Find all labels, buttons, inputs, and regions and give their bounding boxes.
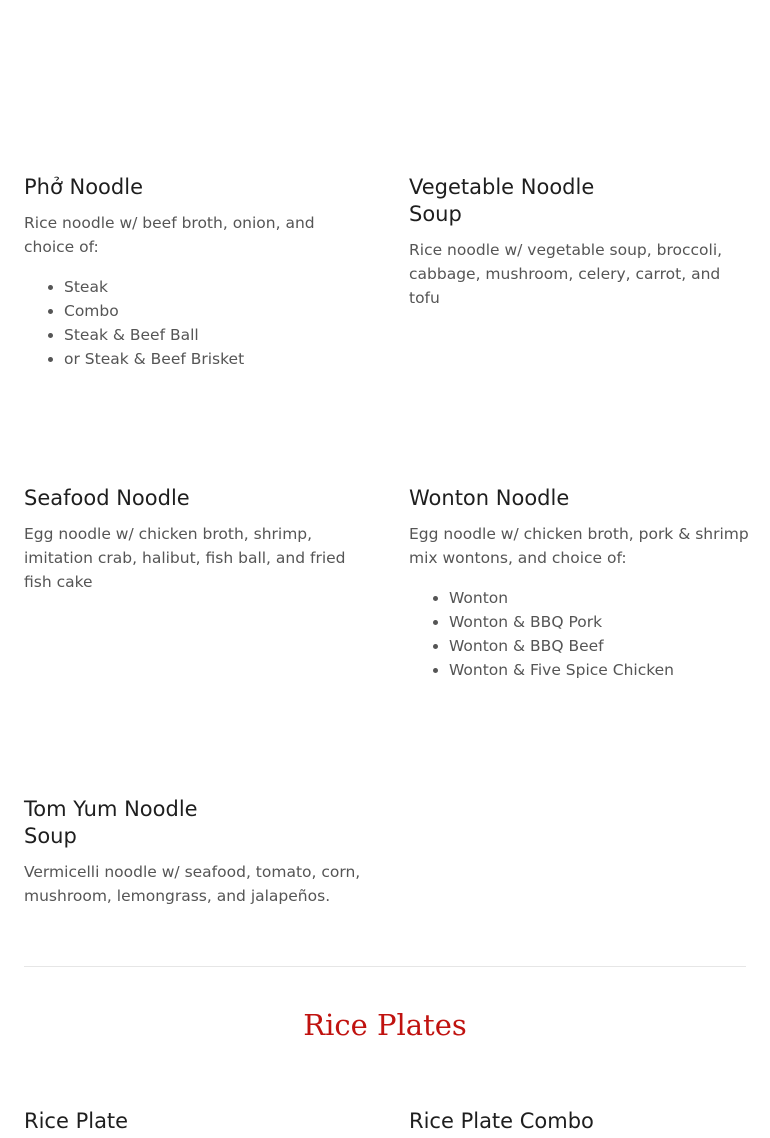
menu-item-rice-plate-combo <box>409 1108 749 1135</box>
item-description: Rice noodle w/ beef broth, onion, and choice of: <box>24 214 315 256</box>
menu-item-wonton-noodle <box>409 485 749 682</box>
item-description: Vermicelli noodle w/ seafood, tomato, corn, mushroom, lemongrass, and jalapeños. <box>24 863 361 905</box>
list-item: • Steak <box>64 275 364 299</box>
item-title: Seafood Noodle <box>24 486 190 510</box>
item-description: Egg noodle w/ chicken broth, shrimp, imitation crab, halibut, fish ball, and fried fish cake <box>24 525 346 591</box>
menu-item-vegetable-noodle-soup <box>409 174 749 310</box>
menu-item-pho-noodle <box>24 174 364 371</box>
item-title: Tom Yum Noodle Soup <box>24 797 198 848</box>
item-options-list <box>409 586 749 682</box>
item-title: Rice Plate Combo <box>409 1109 594 1133</box>
item-title: Wonton Noodle <box>409 486 570 510</box>
item-title: Vegetable Noodle Soup <box>409 175 595 226</box>
item-title: Rice Plate <box>24 1109 129 1133</box>
list-item: • Steak & Beef Ball <box>64 323 364 347</box>
item-options-list <box>24 275 364 371</box>
list-item: • Combo <box>64 299 364 323</box>
list-item: • Wonton & Five Spice Chicken <box>449 658 749 682</box>
menu-item-rice-plate <box>24 1108 364 1135</box>
list-item: • Wonton & BBQ Beef <box>449 634 749 658</box>
list-item: • or Steak & Beef Brisket <box>64 347 364 371</box>
menu-item-tom-yum-noodle-soup <box>24 796 364 908</box>
item-description: Rice noodle w/ vegetable soup, broccoli, cabbage, mushroom, celery, carrot, and tofu <box>409 241 723 307</box>
item-description: Egg noodle w/ chicken broth, pork & shrimp mix wontons, and choice of: <box>409 525 749 567</box>
list-item: • Wonton & BBQ Pork <box>449 610 749 634</box>
section-title: Rice Plates <box>303 1008 467 1042</box>
item-title: Phở Noodle <box>24 175 143 199</box>
section-divider <box>24 966 746 967</box>
menu-item-seafood-noodle <box>24 485 364 594</box>
list-item: • Wonton <box>449 586 749 610</box>
